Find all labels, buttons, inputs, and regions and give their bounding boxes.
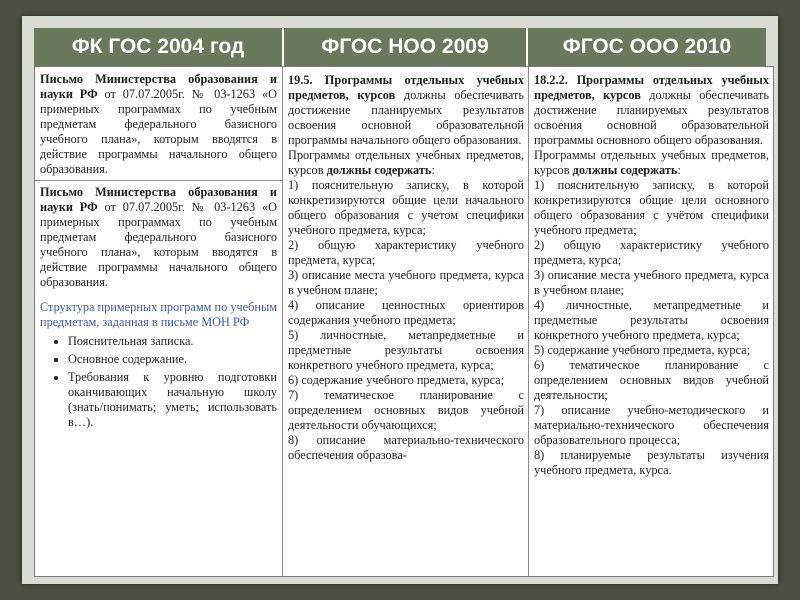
letter-body: от 07.07.2005г. № 03-1263 «О примерных программах по учебным предметам федерального базисного учебного плана», которым вводятся в действие программы начального общего образования. [40,87,277,176]
list-item: 5) содержание учебного предмета, курса; [534,343,751,357]
column-fk-gos [35,67,283,576]
list-item: • Пояснительная записка. [68,334,277,349]
list-item: 6) содержание учебного предмета, курса; [288,373,505,387]
program-structure-list [40,334,277,430]
list-item: 4) описание ценностных ориентиров содержания учебного предмета; [288,298,524,327]
list-item: 3) описание места учебного предмета, курса в учебном плане; [534,268,769,297]
list-item: 7) тематическое планирование с определением основных видов учебной деятельности обучающихся; [288,388,524,432]
structure-caption: Структура примерных программ по учебным предметам, заданная в письме МОН РФ [40,300,277,329]
list-item: 5) личностные, метапредметные и предметные результаты освоения конкретного учебного предмета, курса; [288,328,524,372]
letter-cell-1 [35,67,282,181]
list-item: 2) общую характеристику учебного предмета, курса; [288,238,524,267]
header-fgos-ooo-2010: ФГОС ООО 2010 [562,35,732,58]
list-item: 3) описание места учебного предмета, курса в учебном плане; [288,268,524,297]
section-heading-bold: 18.2.2. Программы отдельных учебных предметов, курсов [534,73,769,102]
list-item: 8) планируемые результаты изучения учебного предмета, курса. [534,448,769,477]
comparison-table [34,66,774,577]
letter-title: Письмо Министерства образования и науки РФ [40,185,277,214]
section-intro: Программы отдельных учебных предметов, курсов должны содержать: [288,148,524,177]
intro-bold: должны содержать [326,163,432,177]
list-item: 8) описание материально-технического обеспечения образова- [288,433,524,462]
letter-cell-2 [35,181,282,430]
list-item: 6) тематическое планирование с определением основных видов учебной деятельности; [534,358,769,402]
list-item: 2) общую характеристику учебного предмета, курса; [534,238,769,267]
list-item: 4) личностные, метапредметные и предметные результаты освоения конкретного учебного предмета, курса; [534,298,769,342]
list-item: • Требования к уровню подготовки оканчивающих начальную школу (знать/понимать; уметь; использовать в…). [68,370,277,430]
section-intro: Программы отдельных учебных предметов, курсов должны содержать: [534,148,769,177]
list-item: • Основное содержание. [68,352,277,367]
section-heading [288,73,524,148]
section-heading-bold: 19.5. Программы отдельных учебных предметов, курсов [288,73,524,102]
intro-text: Программы отдельных учебных предметов, курсов [534,148,769,177]
list-item: 1) пояснительную записку, в которой конкретизируются общие цели основного общего образования с учётом специфики учебного предмета; [534,178,769,237]
column-fgos-ooo [529,67,773,576]
header-row [34,28,766,66]
letter-title: Письмо Министерства образования и науки РФ [40,72,277,101]
intro-text: Программы отдельных учебных предметов, курсов [288,148,524,177]
column-fgos-noo [283,67,529,576]
intro-bold: должны содержать [572,163,678,177]
header-fk-gos-2004: ФК ГОС 2004 год [34,28,284,66]
list-item: 7) описание учебно-методического и материально-технического обеспечения образовательного процесса; [534,403,769,447]
section-heading-text: должны обеспечивать достижение планируемых результатов освоения основной образовательной программы основного общего образования. [534,88,770,147]
section-heading [534,73,769,148]
list-item: 1) пояснительную записку, в которой конкретизируются общие цели начального общего образования с учетом специфики учебного предмета, курса; [288,178,524,237]
header-fgos-noo-2009: ФГОС НОО 2009 [284,28,528,66]
section-heading-text: должны обеспечивать достижение планируемых результатов освоения основной образовательной программы начального общего образования. [288,88,524,147]
letter-body: от 07.07.2005г. № 03-1263 «О примерных программах по учебным предметам федерального базисного учебного плана», которым вводятся в действие программы начального общего образования. [40,200,277,289]
